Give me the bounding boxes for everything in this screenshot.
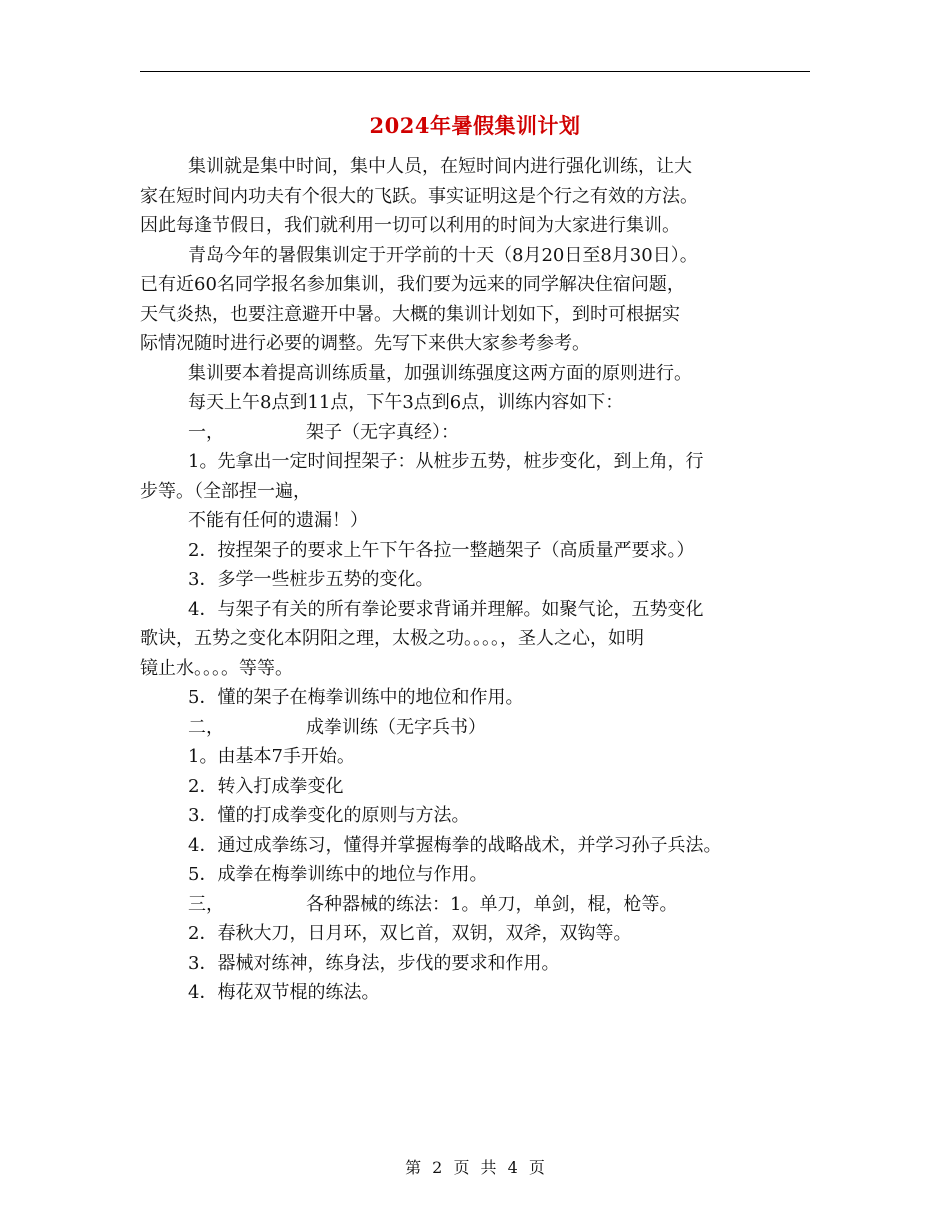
section-heading [140, 713, 820, 743]
list-item-line: 2．按捏架子的要求上午下午各拉一整趟架子（高质量严要求。） [188, 539, 695, 561]
section-title: 成拳训练（无字兵书） [306, 716, 486, 738]
paragraph-line: 集训要本着提高训练质量，加强训练强度这两方面的原则进行。 [188, 362, 692, 384]
list-item-line: 5．懂的架子在梅拳训练中的地位和作用。 [188, 687, 524, 708]
list-item-line: 镜止水。。。。等等。 [140, 657, 293, 679]
list-item-line: 5．成拳在梅拳训练中的地位与作用。 [188, 864, 488, 885]
list-item-line: 3．多学一些桩步五势的变化。 [188, 569, 434, 590]
section-number: 三， [188, 893, 224, 915]
document-title: 2024年暑假集训计划 [369, 113, 581, 138]
list-item-line: 1。由基本7手开始。 [188, 746, 355, 767]
paragraph-line: 集训就是集中时间，集中人员，在短时间内进行强化训练，让大 [188, 156, 692, 177]
list-item-line: 2．春秋大刀，日月环，双匕首，双钥，双斧，双钩等。 [188, 923, 632, 944]
document-body [140, 152, 820, 1008]
section-title: 各种器械的练法：1。单刀，单剑，棍，枪等。 [306, 893, 678, 915]
section-heading [140, 890, 820, 920]
list-item-line: 1。先拿出一定时间捏架子：从桩步五势，桩步变化，到上角，行 [188, 451, 704, 472]
section-heading [140, 418, 820, 448]
section-title: 架子（无字真经）： [306, 421, 459, 443]
list-item-line: 不能有任何的遗漏！） [188, 510, 368, 531]
list-item-line: 歌诀，五势之变化本阴阳之理，太极之功。。。。，圣人之心，如明 [140, 628, 644, 649]
list-item-line: 3．懂的打成拳变化的原则与方法。 [188, 805, 470, 826]
paragraph-line: 家在短时间内功夫有个很大的飞跃。事实证明这是个行之有效的方法。 [140, 185, 698, 207]
list-item-line: 2．转入打成拳变化 [188, 775, 344, 797]
section-number: 二， [188, 716, 224, 738]
list-item-line: 4．梅花双节棍的练法。 [188, 982, 380, 1003]
paragraph-line: 因此每逢节假日，我们就利用一切可以利用的时间为大家进行集训。 [140, 215, 680, 236]
paragraph-line: 青岛今年的暑假集训定于开学前的十天（8月20日至8月30日）。 [188, 244, 698, 266]
list-item-line: 4．通过成拳练习，懂得并掌握梅拳的战略战术，并学习孙子兵法。 [188, 834, 722, 856]
paragraph-line: 每天上午8点到11点，下午3点到6点，训练内容如下： [188, 392, 624, 413]
header-rule [140, 71, 810, 72]
list-item-line: 3．器械对练神，练身法，步伐的要求和作用。 [188, 952, 560, 974]
section-number: 一， [188, 421, 224, 443]
paragraph-line: 天气炎热，也要注意避开中暑。大概的集训计划如下，到时可根据实 [140, 303, 680, 325]
list-item-line: 4．与架子有关的所有拳论要求背诵并理解。如聚气论，五势变化 [188, 598, 704, 620]
list-item-line: 步等。（全部捏一遍， [140, 480, 311, 502]
page-footer: 第 2 页 共 4 页 [405, 1158, 545, 1177]
paragraph-line: 已有近60名同学报名参加集训，我们要为远来的同学解决住宿问题， [140, 274, 685, 295]
paragraph-line: 际情况随时进行必要的调整。先写下来供大家参考参考。 [140, 333, 590, 354]
